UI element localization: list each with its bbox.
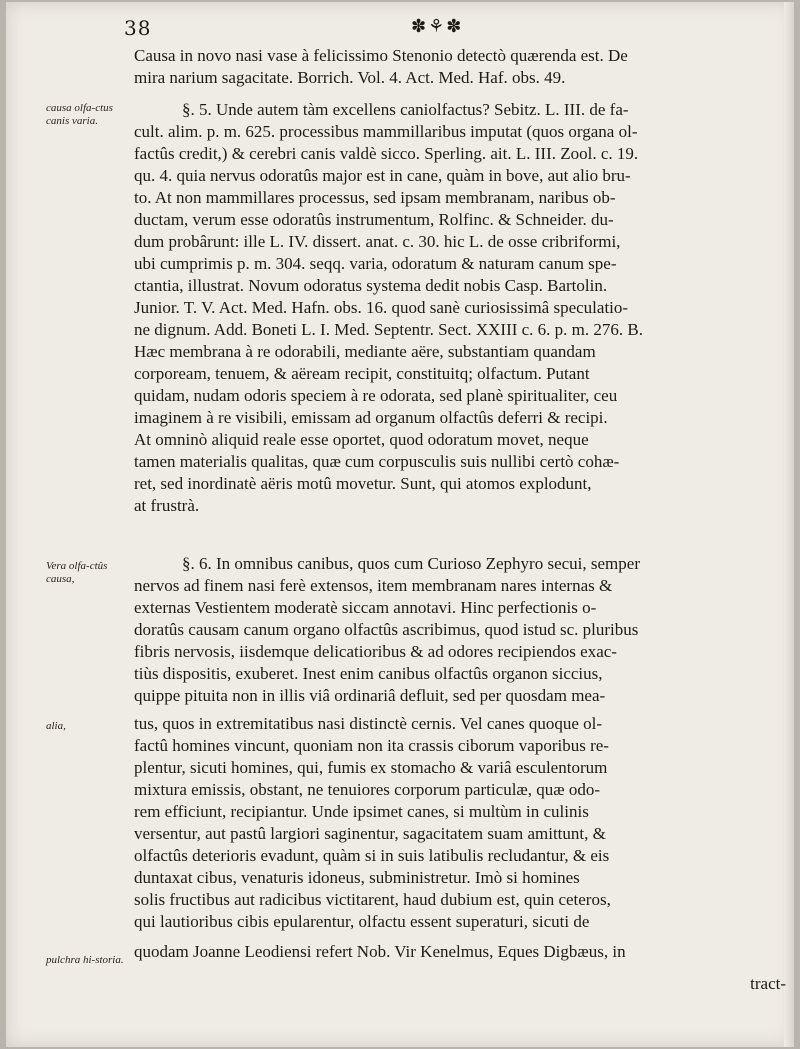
text-line: doratûs causam canum organo olfactûs ascribimus, quod istud sc. pluribus xyxy=(134,620,639,639)
header-ornament: ✽⚘✽ xyxy=(411,16,464,37)
text-line: fibris nervosis, iisdemque delicatioribus & ad odores recipiendos exac- xyxy=(134,642,617,661)
margin-note: pulchra hi-storia. xyxy=(46,954,124,966)
text-line: corpoream, tenuem, & aëream recipit, constituitq; olfactum. Putant xyxy=(134,364,590,383)
text-line: cult. alim. p. m. 625. processibus mammillaribus imputat (quos organa ol- xyxy=(134,122,638,141)
text-line: tamen materialis qualitas, quæ cum corpusculis suis nullibi certò cohæ- xyxy=(134,452,620,471)
text-line: solis fructibus aut radicibus victitarent, haud dubium est, quin ceteros, xyxy=(134,890,611,909)
catchword: tract- xyxy=(750,974,786,993)
text-line: §. 5. Unde autem tàm excellens caniolfactus? Sebitz. L. III. de fa- xyxy=(182,100,629,119)
text-line: quippe pituita non in illis viâ ordinariâ defluit, sed per quosdam mea- xyxy=(134,686,606,705)
margin-note: Vera olfa-ctûs causa, xyxy=(46,560,108,585)
text-line: olfactûs deterioris evadunt, quàm si in suis latibulis recludantur, & eis xyxy=(134,846,610,865)
text-line: factû homines vincunt, quoniam non ita crassis ciborum vaporibus re- xyxy=(134,736,609,755)
text-line: quidam, nudam odoris speciem à re odorata, sed planè spiritualiter, ceu xyxy=(134,386,618,405)
running-head xyxy=(6,16,794,42)
text-line: tus, quos in extremitatibus nasi distinctè cernis. Vel canes quoque ol- xyxy=(134,714,603,733)
text-line: nervos ad finem nasi ferè extensos, item membranam nares internas & xyxy=(134,576,613,595)
text-line: rem efficiunt, recipiantur. Unde ipsimet canes, si multùm in culinis xyxy=(134,802,589,821)
text-line: versentur, aut pastû largiori saginentur, sagacitatem suam amittunt, & xyxy=(134,824,606,843)
margin-note: causa olfa-ctus canis varia. xyxy=(46,102,113,127)
text-line: plentur, sicuti homines, qui, fumis ex stomacho & variâ esculentorum xyxy=(134,758,608,777)
text-line: mira narium sagacitate. Borrich. Vol. 4. Act. Med. Haf. obs. 49. xyxy=(134,68,566,87)
text-line: dum probârunt: ille L. IV. dissert. anat. c. 30. hic L. de osse cribriformi, xyxy=(134,232,621,251)
text-line: Causa in novo nasi vase à felicissimo Stenonio detectò quærenda est. De xyxy=(134,46,628,65)
text-line: ductam, verum esse odoratûs instrumentum, Rolfinc. & Schneider. du- xyxy=(134,210,614,229)
text-line: qui lautioribus cibis epularentur, olfactu essent superaturi, sicuti de xyxy=(134,912,590,931)
text-line: factûs credit,) & cerebri canis valdè sicco. Sperling. ait. L. III. Zool. c. 19. xyxy=(134,144,639,163)
page-number: 38 xyxy=(124,16,152,40)
text-line: At omninò aliquid reale esse oportet, quod odoratum movet, neque xyxy=(134,430,589,449)
text-line: §. 6. In omnibus canibus, quos cum Curioso Zephyro secui, semper xyxy=(182,554,640,573)
text-line: ubi cumprimis p. m. 304. seqq. varia, odoratum & naturam canum spe- xyxy=(134,254,617,273)
text-line: qu. 4. quia nervus odoratûs major est in cane, quàm in bove, aut alio bru- xyxy=(134,166,631,185)
text-line: mixtura emissis, obstant, ne tenuiores corporum particulæ, quæ odo- xyxy=(134,780,601,799)
text-line: duntaxat cibus, venaturis idoneus, subministretur. Imò si homines xyxy=(134,868,580,887)
text-line: quodam Joanne Leodiensi refert Nob. Vir Kenelmus, Eques Digbæus, in xyxy=(134,942,626,961)
text-line: ctantia, illustrat. Novum odoratus systema dedit nobis Casp. Bartolin. xyxy=(134,276,608,295)
text-line: Hæc membrana à re odorabili, mediante aëre, substantiam quandam xyxy=(134,342,596,361)
text-line: ne dignum. Add. Boneti L. I. Med. Septentr. Sect. XXIII c. 6. p. m. 276. B. xyxy=(134,320,643,339)
text-line: tiùs dispositis, exuberet. Inest enim canibus olfactûs organon siccius, xyxy=(134,664,603,683)
text-line: at frustrà. xyxy=(134,496,200,515)
book-page xyxy=(6,2,794,1047)
page-edge xyxy=(784,2,794,1047)
text-line: imaginem à re visibili, emissam ad organum olfactûs deferri & recipi. xyxy=(134,408,608,427)
margin-note: alia, xyxy=(46,720,66,732)
text-line: to. At non mammillares processus, sed ipsam membranam, naribus ob- xyxy=(134,188,616,207)
text-line: Junior. T. V. Act. Med. Hafn. obs. 16. quod sanè curiosissimâ speculatio- xyxy=(134,298,629,317)
text-line: externas Vestientem moderatè siccam annotavi. Hinc perfectionis o- xyxy=(134,598,597,617)
text-line: ret, sed inordinatè aëris motû movetur. Sunt, qui atomos explodunt, xyxy=(134,474,592,493)
